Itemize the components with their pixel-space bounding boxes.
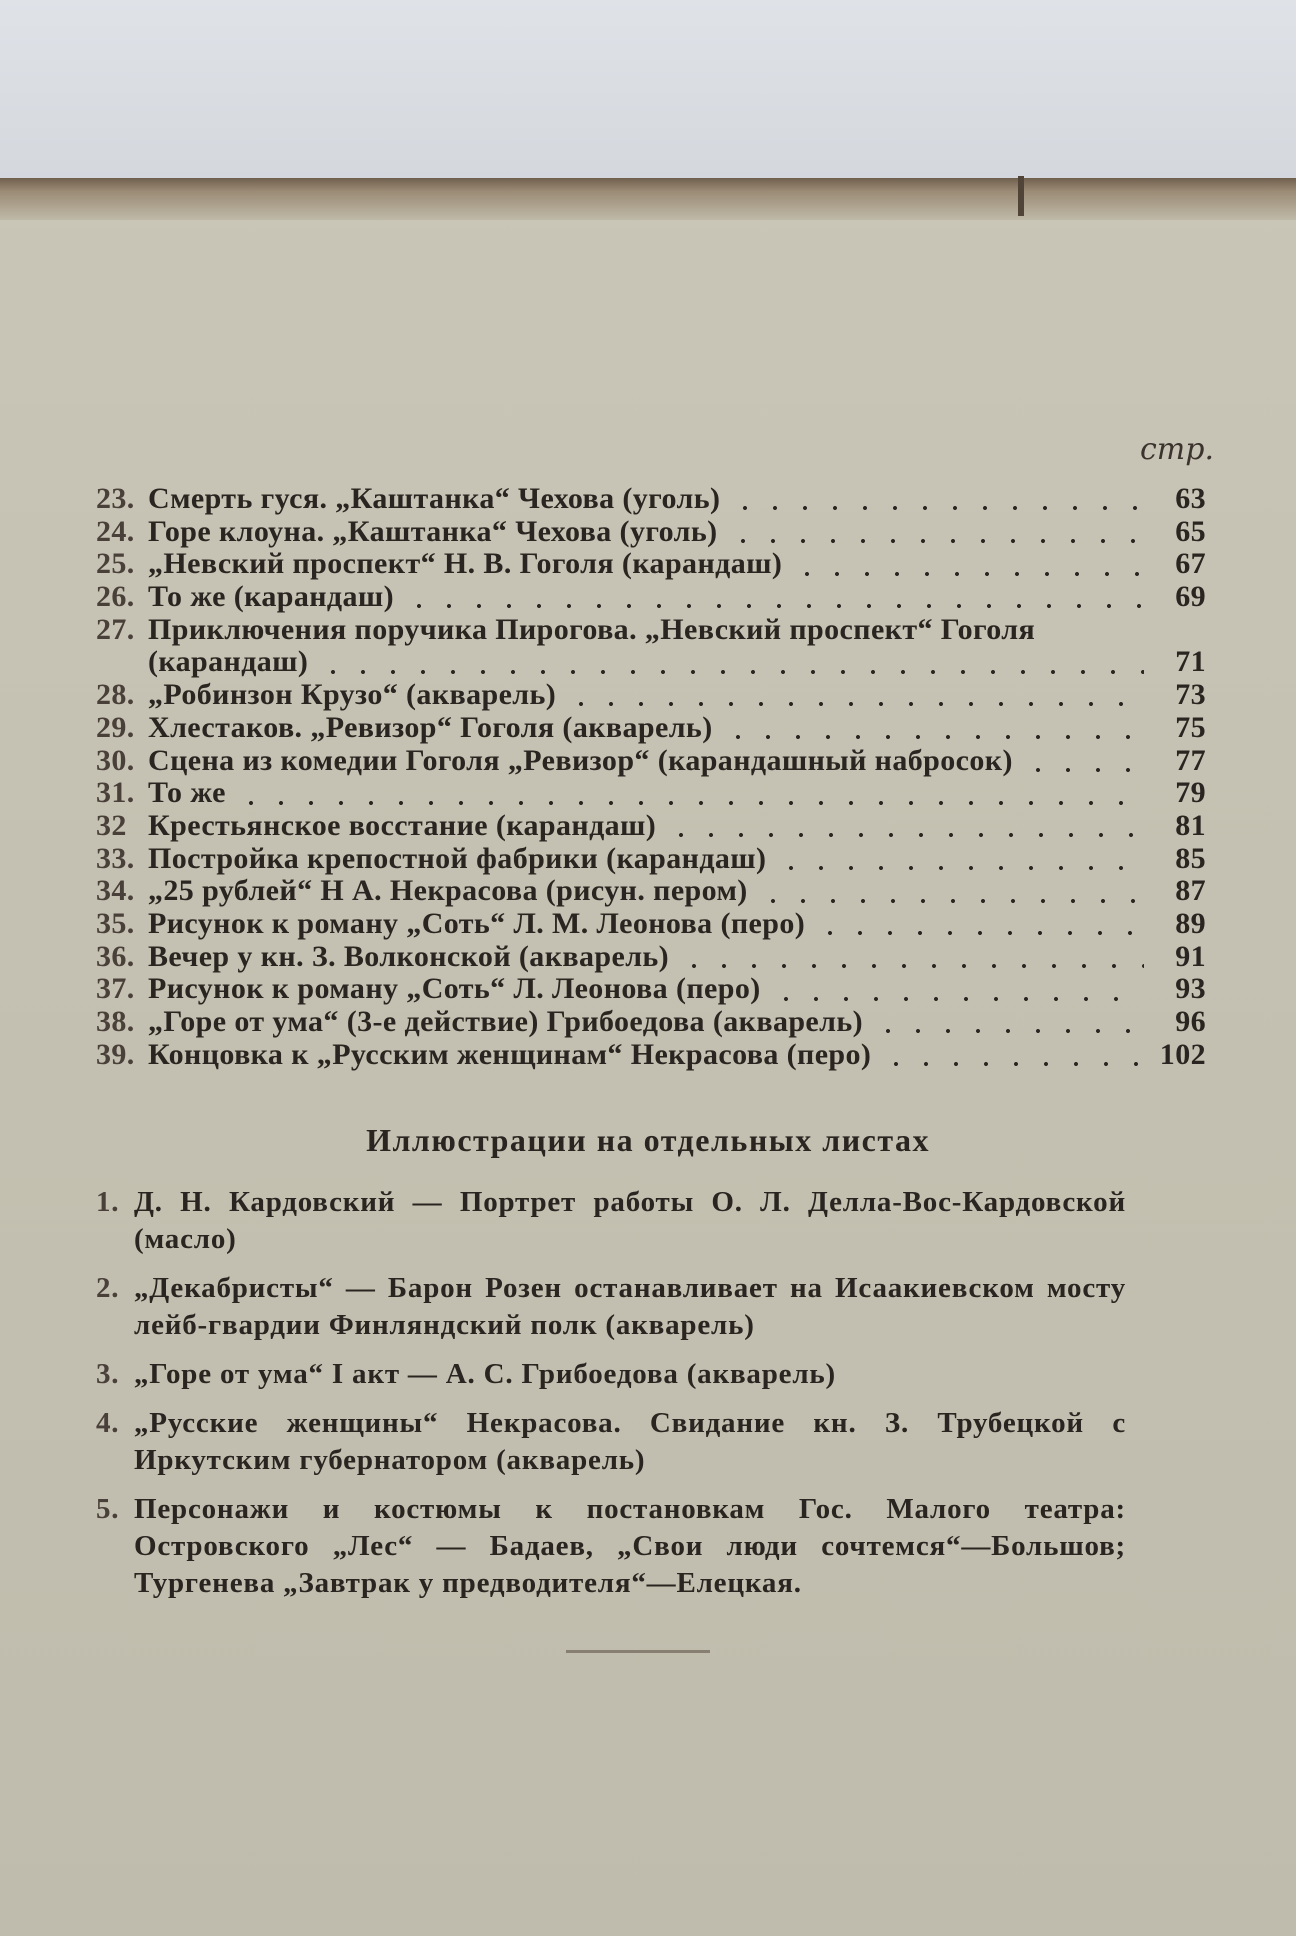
toc-entry-number: 37. bbox=[96, 972, 135, 1006]
dot-leader bbox=[873, 1029, 1144, 1033]
table-of-contents bbox=[96, 482, 1206, 1070]
toc-entry-title: Смерть гуся. „Каштанка“ Чехова (уголь) bbox=[148, 482, 721, 515]
toc-entry-number: 31. bbox=[96, 776, 135, 810]
toc-entry-page: 75 bbox=[1175, 710, 1206, 744]
illustration-number: 4. bbox=[96, 1407, 120, 1439]
dot-leader bbox=[815, 931, 1144, 935]
toc-entry-title: Крестьянское восстание (карандаш) bbox=[148, 808, 657, 842]
toc-entry-title: То же (карандаш) bbox=[148, 580, 395, 614]
dot-leader bbox=[758, 899, 1144, 903]
toc-entry-title: „25 рублей“ Н А. Некрасова (рисун. пером) bbox=[148, 874, 748, 908]
toc-entry-title: „Робинзон Крузо“ (акварель) bbox=[148, 678, 557, 712]
toc-entry-number: 34. bbox=[96, 874, 135, 908]
toc-entry-page: 63 bbox=[1175, 482, 1206, 515]
toc-entry-title: „Горе от ума“ (3-е действие) Грибоедова (акварель) bbox=[148, 1005, 864, 1038]
toc-entry bbox=[96, 547, 1206, 580]
illustration-number: 2. bbox=[96, 1272, 120, 1304]
toc-entry bbox=[96, 776, 1206, 809]
toc-entry-number: 28. bbox=[96, 678, 135, 712]
dot-leader bbox=[666, 833, 1144, 837]
toc-entry bbox=[96, 972, 1206, 1005]
toc-entry-page: 96 bbox=[1175, 1005, 1206, 1038]
toc-entry-page: 71 bbox=[1175, 645, 1206, 679]
illustrations-list bbox=[96, 1184, 1126, 1614]
toc-entry-page: 77 bbox=[1175, 743, 1206, 777]
toc-entry-number: 33. bbox=[96, 841, 135, 875]
toc-entry bbox=[96, 842, 1206, 875]
toc-entry bbox=[96, 809, 1206, 842]
section-heading: Иллюстрации на отдельных листах bbox=[366, 1122, 930, 1158]
toc-entry-number: 24. bbox=[96, 514, 135, 548]
toc-entry-title: Приключения поручика Пирогова. „Невский проспект“ Гоголя bbox=[148, 612, 1036, 646]
page-column-label: стр. bbox=[1140, 432, 1214, 467]
bottom-divider bbox=[566, 1650, 710, 1653]
toc-entry bbox=[96, 874, 1206, 907]
toc-entry-page: 87 bbox=[1175, 874, 1206, 908]
illustration-entry bbox=[96, 1184, 1126, 1258]
illustration-entry bbox=[96, 1491, 1126, 1602]
background-surface bbox=[0, 0, 1296, 200]
dot-leader bbox=[236, 801, 1144, 805]
toc-entry-title: Вечер у кн. З. Волконской (акварель) bbox=[148, 939, 670, 973]
toc-entry-page: 65 bbox=[1175, 514, 1206, 548]
illustration-text: „Декабристы“ — Барон Розен останавливает на Исаакиевском мосту лейб-гвардии Финляндский полк (акварель) bbox=[134, 1272, 1126, 1341]
toc-entry bbox=[96, 907, 1206, 940]
page-edge-shadow bbox=[0, 178, 1296, 220]
toc-entry-page: 69 bbox=[1175, 580, 1206, 614]
toc-entry-number: 29. bbox=[96, 710, 135, 744]
toc-entry-title: Концовка к „Русским женщинам“ Некрасова (перо) bbox=[148, 1037, 872, 1071]
toc-entry-number: 30. bbox=[96, 743, 135, 777]
illustration-number: 1. bbox=[96, 1186, 120, 1218]
dot-leader bbox=[881, 1062, 1144, 1066]
toc-entry-page: 67 bbox=[1175, 547, 1206, 581]
toc-entry bbox=[96, 1038, 1206, 1071]
dot-leader bbox=[771, 997, 1144, 1001]
illustration-entry bbox=[96, 1270, 1126, 1344]
toc-entry-page: 93 bbox=[1175, 972, 1206, 1006]
toc-entry-title: То же bbox=[148, 776, 226, 810]
toc-entry-number: 27. bbox=[96, 612, 135, 646]
illustration-text: „Русские женщины“ Некрасова. Свидание кн. З. Трубецкой с Иркутским губернатором (акварель) bbox=[134, 1407, 1126, 1476]
toc-entry-number: 38. bbox=[96, 1005, 135, 1038]
toc-entry-number: 32 bbox=[96, 808, 127, 842]
page-edge-notch bbox=[1018, 176, 1024, 216]
toc-entry-title: Рисунок к роману „Соть“ Л. М. Леонова (перо) bbox=[148, 906, 806, 940]
toc-entry-page: 81 bbox=[1175, 808, 1206, 842]
toc-entry-title-cont: (карандаш) bbox=[148, 645, 309, 679]
illustration-text: Д. Н. Кардовский — Портрет работы О. Л. Делла-Вос-Кардовской (масло) bbox=[134, 1186, 1126, 1255]
toc-entry bbox=[96, 580, 1206, 613]
dot-leader bbox=[776, 866, 1144, 870]
toc-entry-title: „Невский проспект“ Н. В. Гоголя (карандаш) bbox=[148, 547, 783, 581]
toc-entry bbox=[96, 744, 1206, 777]
toc-entry-page: 73 bbox=[1175, 678, 1206, 712]
dot-leader bbox=[566, 702, 1144, 706]
toc-entry-page: 102 bbox=[1159, 1037, 1206, 1071]
toc-entry bbox=[96, 678, 1206, 711]
toc-entry-number: 25. bbox=[96, 547, 135, 581]
toc-entry-page: 89 bbox=[1175, 906, 1206, 940]
toc-entry-title: Хлестаков. „Ревизор“ Гоголя (акварель) bbox=[148, 710, 713, 744]
toc-entry-title: Горе клоуна. „Каштанка“ Чехова (уголь) bbox=[148, 514, 718, 548]
toc-entry bbox=[96, 613, 1206, 646]
toc-entry-title: Сцена из комедии Гоголя „Ревизор“ (карандашный набросок) bbox=[148, 743, 1013, 777]
dot-leader bbox=[1023, 768, 1144, 772]
toc-entry bbox=[96, 515, 1206, 548]
illustration-text: Персонажи и костюмы к постановкам Гос. Малого театра: Островского „Лес“ — Бадаев, „Свои люди сочтемся“—Большов; Тургенева „Завтрак у предводителя“—Елецкая. bbox=[134, 1493, 1126, 1599]
dot-leader bbox=[404, 604, 1144, 608]
dot-leader bbox=[728, 539, 1144, 543]
toc-entry-page: 85 bbox=[1175, 841, 1206, 875]
toc-entry-title: Рисунок к роману „Соть“ Л. Леонова (перо) bbox=[148, 972, 761, 1006]
toc-entry bbox=[96, 482, 1206, 515]
toc-entry-number: 23. bbox=[96, 482, 135, 515]
toc-entry bbox=[96, 940, 1206, 973]
illustration-entry bbox=[96, 1405, 1126, 1479]
dot-leader bbox=[318, 670, 1144, 674]
dot-leader bbox=[730, 506, 1144, 510]
dot-leader bbox=[723, 735, 1144, 739]
illustration-text: „Горе от ума“ I акт — А. С. Грибоедова (акварель) bbox=[134, 1358, 836, 1390]
illustration-number: 5. bbox=[96, 1493, 120, 1525]
toc-entry bbox=[96, 1005, 1206, 1038]
toc-entry-number: 26. bbox=[96, 580, 135, 614]
toc-entry-continuation bbox=[96, 645, 1206, 678]
toc-entry-number: 39. bbox=[96, 1037, 135, 1071]
toc-entry-page: 91 bbox=[1175, 939, 1206, 973]
toc-entry-page: 79 bbox=[1175, 776, 1206, 810]
toc-entry-number: 36. bbox=[96, 939, 135, 973]
illustration-entry bbox=[96, 1356, 1126, 1393]
illustration-number: 3. bbox=[96, 1358, 120, 1390]
toc-entry-number: 35. bbox=[96, 906, 135, 940]
dot-leader bbox=[679, 964, 1144, 968]
toc-entry bbox=[96, 711, 1206, 744]
dot-leader bbox=[792, 572, 1144, 576]
toc-entry-title: Постройка крепостной фабрики (карандаш) bbox=[148, 841, 767, 875]
